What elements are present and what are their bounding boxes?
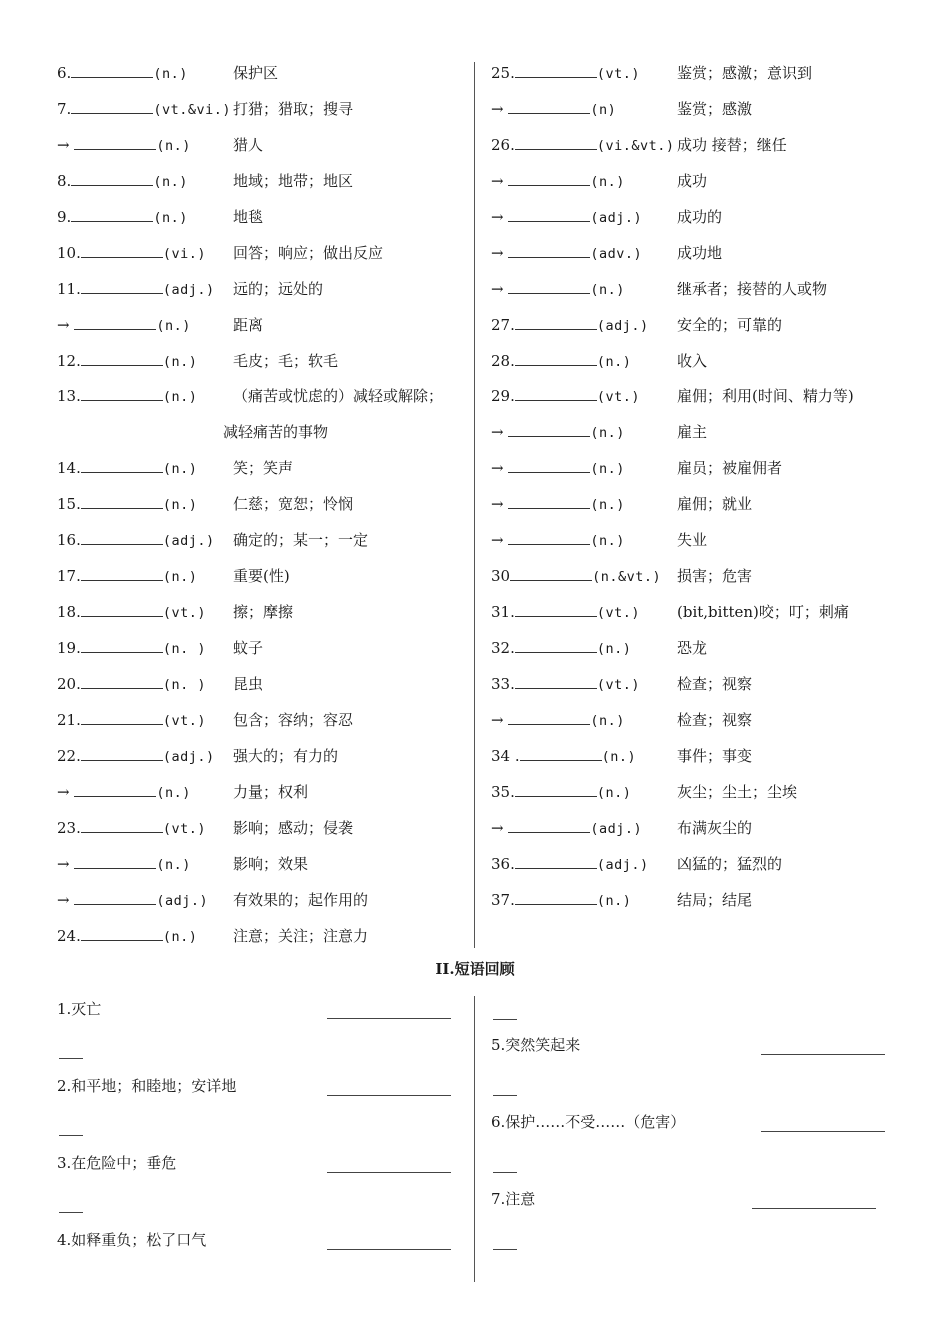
arrow-icon: → <box>491 279 504 298</box>
answer-blank[interactable] <box>81 386 163 401</box>
vocab-row <box>57 451 467 487</box>
vocab-meaning: 影响；效果 <box>233 854 309 873</box>
phrase-answer-blank-1[interactable] <box>327 1017 451 1019</box>
part-of-speech: (vt.) <box>596 605 640 622</box>
vocab-meaning: 鉴赏；感激 <box>677 99 753 118</box>
part-of-speech: (n.) <box>156 137 191 154</box>
section-title: II.短语回顾 <box>435 960 515 978</box>
answer-blank[interactable] <box>71 171 153 186</box>
item-number: 37. <box>491 890 515 909</box>
part-of-speech: (adj.) <box>590 209 643 226</box>
vocab-row <box>57 559 467 595</box>
column-divider-bottom <box>474 996 475 1282</box>
vocab-row <box>57 200 467 236</box>
part-of-speech: (vt.&vi.) <box>153 101 231 118</box>
answer-blank[interactable] <box>81 530 163 545</box>
phrase-answer-blank-2-cont[interactable] <box>59 1134 83 1136</box>
vocab-row <box>57 883 467 919</box>
answer-blank[interactable] <box>74 782 156 797</box>
vocab-row <box>491 272 911 308</box>
part-of-speech: (vt.) <box>596 66 640 82</box>
answer-blank[interactable] <box>515 602 597 617</box>
phrase-answer-blank-7-cont[interactable] <box>493 1248 517 1250</box>
phrase-answer-blank-5-cont[interactable] <box>493 1094 517 1096</box>
answer-blank[interactable] <box>81 746 163 761</box>
vocab-row <box>491 236 911 272</box>
vocab-meaning: 有效果的；起作用的 <box>233 890 369 909</box>
item-number: 23. <box>57 818 81 837</box>
vocab-row <box>57 631 467 667</box>
vocab-meaning: 成功 <box>677 171 708 190</box>
part-of-speech: (adj.) <box>162 281 215 298</box>
vocab-row <box>57 703 467 739</box>
vocab-row <box>57 739 467 775</box>
item-number: 28. <box>491 351 515 370</box>
item-number: 22. <box>57 746 81 765</box>
part-of-speech: (adj.) <box>156 892 209 909</box>
vocab-meaning: 昆虫 <box>233 674 264 693</box>
vocab-row <box>491 92 911 128</box>
vocab-meaning: 结局；结尾 <box>677 890 753 909</box>
phrase-answer-blank-1-cont[interactable] <box>59 1057 83 1059</box>
vocab-meaning: 仁慈；宽恕；怜悯 <box>233 495 354 514</box>
vocab-row <box>57 487 467 523</box>
vocab-meaning: （痛苦或忧虑的）减轻或解除； <box>233 387 444 406</box>
vocab-meaning: 雇佣；就业 <box>677 495 753 514</box>
item-number: 20. <box>57 674 81 693</box>
answer-blank[interactable] <box>81 494 163 509</box>
vocab-meaning: 毛皮；毛；软毛 <box>233 351 339 370</box>
vocab-row <box>57 308 467 344</box>
vocab-meaning: 恐龙 <box>677 639 708 657</box>
answer-blank[interactable] <box>81 638 163 653</box>
vocab-meaning: 收入 <box>677 351 708 370</box>
answer-blank[interactable] <box>510 566 592 581</box>
vocab-meaning: 成功的 <box>677 207 723 226</box>
vocab-meaning: 安全的；可靠的 <box>677 315 783 334</box>
phrase-item-1: 1.灭亡 <box>57 1000 102 1018</box>
part-of-speech: (vt.) <box>162 605 206 622</box>
vocab-row <box>491 703 911 739</box>
answer-blank[interactable] <box>508 207 590 222</box>
answer-blank[interactable] <box>508 171 590 186</box>
item-number: 7. <box>57 99 72 118</box>
vocab-row <box>491 451 911 487</box>
arrow-icon: → <box>491 818 504 837</box>
part-of-speech: (n.) <box>590 425 625 442</box>
vocab-row <box>491 308 911 344</box>
part-of-speech: (vi.) <box>162 245 206 262</box>
answer-blank[interactable] <box>81 818 163 833</box>
part-of-speech: (n.) <box>156 317 191 334</box>
part-of-speech: (adj.) <box>162 533 215 550</box>
answer-blank[interactable] <box>81 710 163 725</box>
answer-blank[interactable] <box>515 63 597 78</box>
phrase-answer-blank-5[interactable] <box>761 1053 885 1055</box>
vocab-row <box>491 883 911 919</box>
vocab-row <box>57 775 467 811</box>
answer-blank[interactable] <box>515 890 597 905</box>
item-number: 10. <box>57 243 81 262</box>
part-of-speech: (n.) <box>590 533 625 550</box>
part-of-speech: (n.) <box>162 569 198 586</box>
phrase-answer-blank-7[interactable] <box>752 1207 876 1209</box>
answer-blank[interactable] <box>515 135 597 150</box>
vocab-row <box>57 56 467 92</box>
part-of-speech: (n.) <box>153 209 188 226</box>
vocab-meaning: 回答；响应；做出反应 <box>233 243 384 262</box>
answer-blank[interactable] <box>74 890 156 905</box>
part-of-speech: (n.) <box>596 641 632 657</box>
answer-blank[interactable] <box>508 710 590 725</box>
part-of-speech: (n.) <box>596 892 632 909</box>
phrase-answer-blank-3-cont[interactable] <box>59 1211 83 1213</box>
answer-blank[interactable] <box>515 638 597 653</box>
answer-blank[interactable] <box>515 674 597 689</box>
item-number: 29. <box>491 387 515 406</box>
answer-blank[interactable] <box>508 494 590 509</box>
part-of-speech: (n.) <box>590 461 625 478</box>
vocab-row <box>491 415 911 451</box>
part-of-speech: (adj.) <box>162 748 215 765</box>
vocab-row <box>57 164 467 200</box>
vocab-row <box>57 344 467 380</box>
vocab-row <box>491 775 911 811</box>
item-number: 16. <box>57 531 81 550</box>
answer-blank[interactable] <box>74 315 156 330</box>
item-number: 19. <box>57 639 81 657</box>
vocab-meaning: 注意；关注；注意力 <box>233 926 369 945</box>
arrow-icon: → <box>491 423 504 442</box>
part-of-speech: (vt.) <box>162 820 206 837</box>
part-of-speech: (n.) <box>596 784 632 801</box>
part-of-speech: (n.) <box>162 497 198 514</box>
vocab-column-right <box>491 56 911 919</box>
vocab-meaning: 保护区 <box>233 64 279 82</box>
vocab-row <box>491 595 911 631</box>
part-of-speech: (n.) <box>162 461 198 478</box>
vocab-meaning: 影响；感动；侵袭 <box>233 818 354 837</box>
vocab-meaning: 灰尘；尘土；尘埃 <box>677 782 798 801</box>
part-of-speech: (adv.) <box>590 245 643 262</box>
column-divider-top <box>474 62 475 948</box>
answer-blank[interactable] <box>81 279 163 294</box>
answer-blank[interactable] <box>74 854 156 869</box>
answer-blank[interactable] <box>74 135 156 150</box>
vocab-meaning: 地毯 <box>233 207 264 226</box>
item-number: 18. <box>57 603 81 622</box>
vocab-row <box>57 92 467 128</box>
vocab-row <box>491 847 911 883</box>
phrase-answer-blank-4[interactable] <box>327 1248 451 1250</box>
part-of-speech: (n.) <box>162 928 198 945</box>
vocab-row <box>491 523 911 559</box>
answer-blank[interactable] <box>515 351 597 366</box>
arrow-icon: → <box>57 890 70 909</box>
part-of-speech: (adj.) <box>596 317 649 334</box>
vocab-row <box>57 272 467 308</box>
arrow-icon: → <box>491 531 504 550</box>
vocab-meaning: 成功 接替；继任 <box>677 135 787 154</box>
phrase-item-3: 3.在危险中；垂危 <box>57 1154 177 1172</box>
vocab-meaning: 成功地 <box>677 243 723 262</box>
vocab-row <box>491 164 911 200</box>
item-number: 13. <box>57 387 81 406</box>
item-number: 17. <box>57 567 81 586</box>
vocab-row <box>57 523 467 559</box>
phrase-item-6: 6.保护……不受……（危害） <box>491 1113 686 1131</box>
answer-blank[interactable] <box>508 818 590 833</box>
answer-blank[interactable] <box>520 746 602 761</box>
vocab-row <box>57 847 467 883</box>
vocab-meaning: 检查；视察 <box>677 674 753 693</box>
vocab-meaning: 事件；事变 <box>677 746 753 765</box>
vocab-meaning: 确定的；某一；一定 <box>233 531 369 550</box>
arrow-icon: → <box>491 171 504 190</box>
vocab-meaning: 包含；容纳；容忍 <box>233 710 354 729</box>
vocab-meaning: 打猎；猎取；搜寻 <box>233 99 354 118</box>
answer-blank[interactable] <box>81 602 163 617</box>
vocab-meaning: 继承者；接替的人或物 <box>677 279 828 298</box>
vocab-meaning: 雇员；被雇佣者 <box>677 459 783 478</box>
part-of-speech: (vi.&vt.) <box>596 137 675 154</box>
item-number: 31. <box>491 603 515 622</box>
item-number: 33. <box>491 674 515 693</box>
vocab-meaning: 猎人 <box>233 135 264 154</box>
answer-blank[interactable] <box>508 530 590 545</box>
answer-blank[interactable] <box>81 674 163 689</box>
item-number: 6. <box>57 64 72 82</box>
part-of-speech: (n.) <box>590 281 625 298</box>
arrow-icon: → <box>57 135 70 154</box>
item-number: 30 <box>491 567 511 586</box>
item-number: 14. <box>57 459 81 478</box>
part-of-speech: (n) <box>590 101 617 118</box>
vocab-row <box>491 379 911 415</box>
vocab-row <box>57 415 467 451</box>
answer-blank[interactable] <box>508 243 590 258</box>
phrase-answer-blank-3[interactable] <box>327 1171 451 1173</box>
vocab-meaning: 笑；笑声 <box>233 459 294 478</box>
answer-blank[interactable] <box>81 566 163 581</box>
vocab-row <box>57 919 467 955</box>
item-number: 25. <box>491 64 515 82</box>
item-number: 35. <box>491 782 515 801</box>
vocab-row <box>57 595 467 631</box>
answer-blank[interactable] <box>515 854 597 869</box>
vocab-meaning: 检查；视察 <box>677 710 753 729</box>
item-number: 21. <box>57 710 81 729</box>
part-of-speech: (n.) <box>590 712 625 729</box>
part-of-speech: (n.) <box>153 173 188 190</box>
item-number: 8. <box>57 171 72 190</box>
item-number: 9. <box>57 207 72 226</box>
item-number: 11. <box>57 279 81 298</box>
phrase-answer-blank-2[interactable] <box>327 1094 451 1096</box>
answer-blank[interactable] <box>81 243 163 258</box>
vocab-meaning: 力量；权利 <box>233 782 309 801</box>
vocab-row <box>57 811 467 847</box>
vocab-row <box>491 344 911 380</box>
answer-blank[interactable] <box>515 386 597 401</box>
vocab-row <box>57 236 467 272</box>
arrow-icon: → <box>57 854 70 873</box>
part-of-speech: (n.) <box>156 784 191 801</box>
vocab-row <box>491 128 911 164</box>
part-of-speech: (n.) <box>590 497 625 514</box>
part-of-speech: (n.) <box>162 353 198 370</box>
vocab-meaning: 鉴赏；感激；意识到 <box>677 64 813 82</box>
item-number: 32. <box>491 639 515 657</box>
answer-blank[interactable] <box>71 207 153 222</box>
arrow-icon: → <box>491 495 504 514</box>
part-of-speech: (n.) <box>162 389 198 406</box>
item-number: 15. <box>57 495 81 514</box>
vocab-meaning: 距离 <box>233 315 264 334</box>
vocab-row <box>57 379 467 415</box>
vocab-meaning: (bit,bitten)咬；叮；刺痛 <box>677 603 849 622</box>
vocab-meaning: 擦；摩擦 <box>233 603 294 622</box>
vocab-column-left <box>57 56 467 954</box>
item-number: 24. <box>57 926 81 945</box>
phrase-item-4: 4.如释重负；松了口气 <box>57 1231 207 1249</box>
part-of-speech: (n.) <box>590 173 625 190</box>
answer-blank[interactable] <box>71 63 153 78</box>
vocab-meaning: 地域；地带；地区 <box>233 171 354 190</box>
vocab-row <box>491 56 911 92</box>
part-of-speech: (n.) <box>156 856 191 873</box>
item-number: 12. <box>57 351 81 370</box>
phrase-item-5: 5.突然笑起来 <box>491 1036 581 1054</box>
phrase-item-2: 2.和平地；和睦地；安详地 <box>57 1077 237 1095</box>
part-of-speech: (adj.) <box>590 820 643 837</box>
arrow-icon: → <box>491 710 504 729</box>
answer-blank[interactable] <box>508 458 590 473</box>
arrow-icon: → <box>57 782 70 801</box>
arrow-icon: → <box>491 207 504 226</box>
answer-blank[interactable] <box>81 351 163 366</box>
vocab-meaning: 雇主 <box>677 423 708 442</box>
vocab-meaning: 强大的；有力的 <box>233 746 339 765</box>
vocab-row <box>491 667 911 703</box>
phrase-item-7: 7.注意 <box>491 1190 536 1208</box>
phrase-answer-blank-6[interactable] <box>761 1130 885 1132</box>
answer-blank[interactable] <box>508 279 590 294</box>
vocab-meaning: 蚊子 <box>233 639 264 657</box>
part-of-speech: (vt.) <box>596 676 640 693</box>
vocab-meaning: 失业 <box>677 531 708 550</box>
part-of-speech: (n. ) <box>162 641 206 657</box>
part-of-speech: (n. ) <box>162 676 206 693</box>
item-number: 27. <box>491 315 515 334</box>
part-of-speech: (vt.) <box>596 389 640 406</box>
vocab-meaning: 布满灰尘的 <box>677 818 753 837</box>
vocab-row <box>491 200 911 236</box>
vocab-meaning: 减轻痛苦的事物 <box>223 423 329 442</box>
answer-blank[interactable] <box>508 422 590 437</box>
answer-blank[interactable] <box>515 315 597 330</box>
phrase-answer-blank-6-cont[interactable] <box>493 1171 517 1173</box>
arrow-icon: → <box>57 315 70 334</box>
vocab-row <box>57 128 467 164</box>
answer-blank[interactable] <box>71 99 153 114</box>
vocab-meaning: 损害；危害 <box>677 567 753 586</box>
vocab-row <box>491 811 911 847</box>
answer-blank[interactable] <box>508 99 590 114</box>
arrow-icon: → <box>491 99 504 118</box>
vocab-row <box>491 487 911 523</box>
vocab-row <box>491 559 911 595</box>
vocab-row <box>491 631 911 667</box>
part-of-speech: (n.) <box>153 66 188 82</box>
vocab-meaning: 凶猛的；猛烈的 <box>677 854 783 873</box>
vocab-meaning: 雇佣；利用(时间、精力等) <box>677 387 854 406</box>
part-of-speech: (n.&vt.) <box>592 569 662 586</box>
vocab-meaning: 远的；远处的 <box>233 279 324 298</box>
item-number: 36. <box>491 854 515 873</box>
arrow-icon: → <box>491 459 504 478</box>
part-of-speech: (vt.) <box>162 712 206 729</box>
answer-blank[interactable] <box>81 458 163 473</box>
part-of-speech: (n.) <box>601 748 637 765</box>
item-number: 26. <box>491 135 515 154</box>
vocab-row <box>491 739 911 775</box>
answer-blank[interactable] <box>515 782 597 797</box>
answer-blank[interactable] <box>81 926 163 941</box>
vocab-row <box>57 667 467 703</box>
part-of-speech: (n.) <box>596 353 632 370</box>
phrase-answer-blank-4-cont[interactable] <box>493 1018 517 1020</box>
part-of-speech: (adj.) <box>596 856 649 873</box>
arrow-icon: → <box>491 243 504 262</box>
vocab-meaning: 重要(性) <box>233 567 290 586</box>
item-number: 34 . <box>491 746 520 765</box>
